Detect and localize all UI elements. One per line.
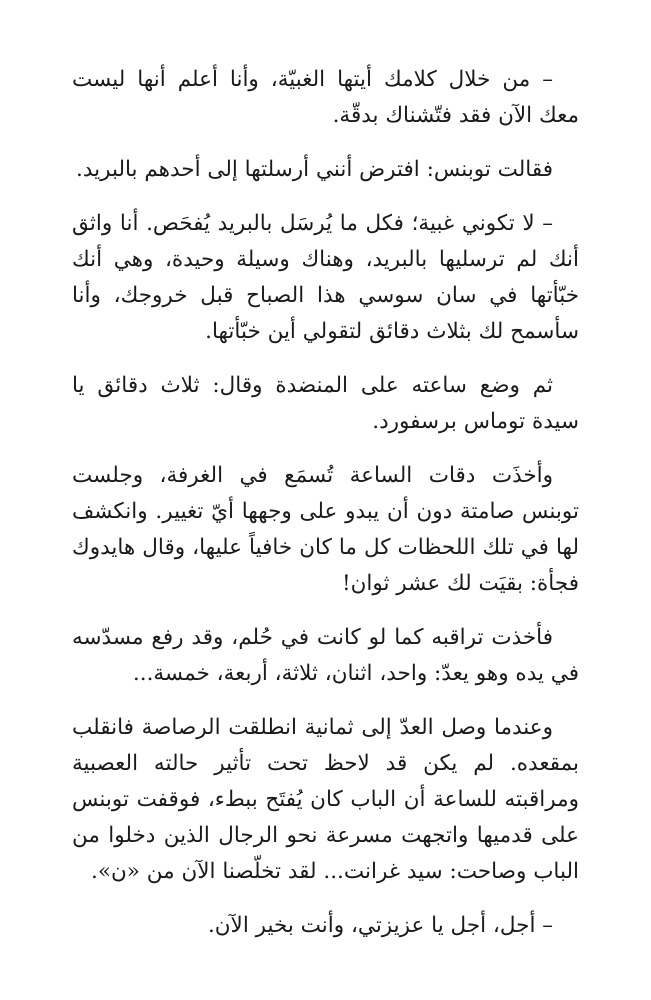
paragraph-5: وأخذَت دقات الساعة تُسمَع في الغرفة، وجلست توبنس صامتة دون أن يبدو على وجهها أيّ تغيير. وانكشف لها في تلك اللحظات كل ما كان خافياً عليها، وقال هايدوك فجأة: بقيَت لك عشر ثوان! xyxy=(72,463,579,596)
paragraph-2: فقالت توبنس: افترض أنني أرسلتها إلى أحدهم بالبريد. xyxy=(76,157,553,182)
paragraph-1: – من خلال كلامك أيتها الغبيّة، وأنا أعلم أنها ليست معك الآن فقد فتّشناك بدقّة. xyxy=(72,67,579,128)
paragraph-6: فأخذت تراقبه كما لو كانت في حُلم، وقد رفع مسدّسه في يده وهو يعدّ: واحد، اثنان، ثلاثة، أربعة، خمسة... xyxy=(72,625,579,686)
paragraph-3: – لا تكوني غبية؛ فكل ما يُرسَل بالبريد يُفحَص. أنا واثق أنك لم ترسليها بالبريد، وهناك وسيلة وحيدة، وهي أنك خبّأتها في سان سوسي هذا الصباح قبل خروجك، وأنا سأسمح لك بثلاث دقائق لتقولي أين خبّأتها. xyxy=(72,211,579,344)
paragraph-7: وعندما وصل العدّ إلى ثمانية انطلقت الرصاصة فانقلب بمقعده. لم يكن قد لاحظ تحت تأثير حالته العصبية ومراقبته للساعة أن الباب كان يُفتَح ببطء، فوقفت توبنس على قدميها واتجهت مسرعة نحو الرجال الذين دخلوا من الباب وصاحت: سيد غرانت... لقد تخلّصنا الآن من «ن». xyxy=(72,715,579,884)
paragraph-4: ثم وضع ساعته على المنضدة وقال: ثلاث دقائق يا سيدة توماس برسفورد. xyxy=(72,373,579,434)
book-page xyxy=(72,62,579,944)
paragraph-8: – أجل، أجل يا عزيزتي، وأنت بخير الآن. xyxy=(207,913,553,938)
